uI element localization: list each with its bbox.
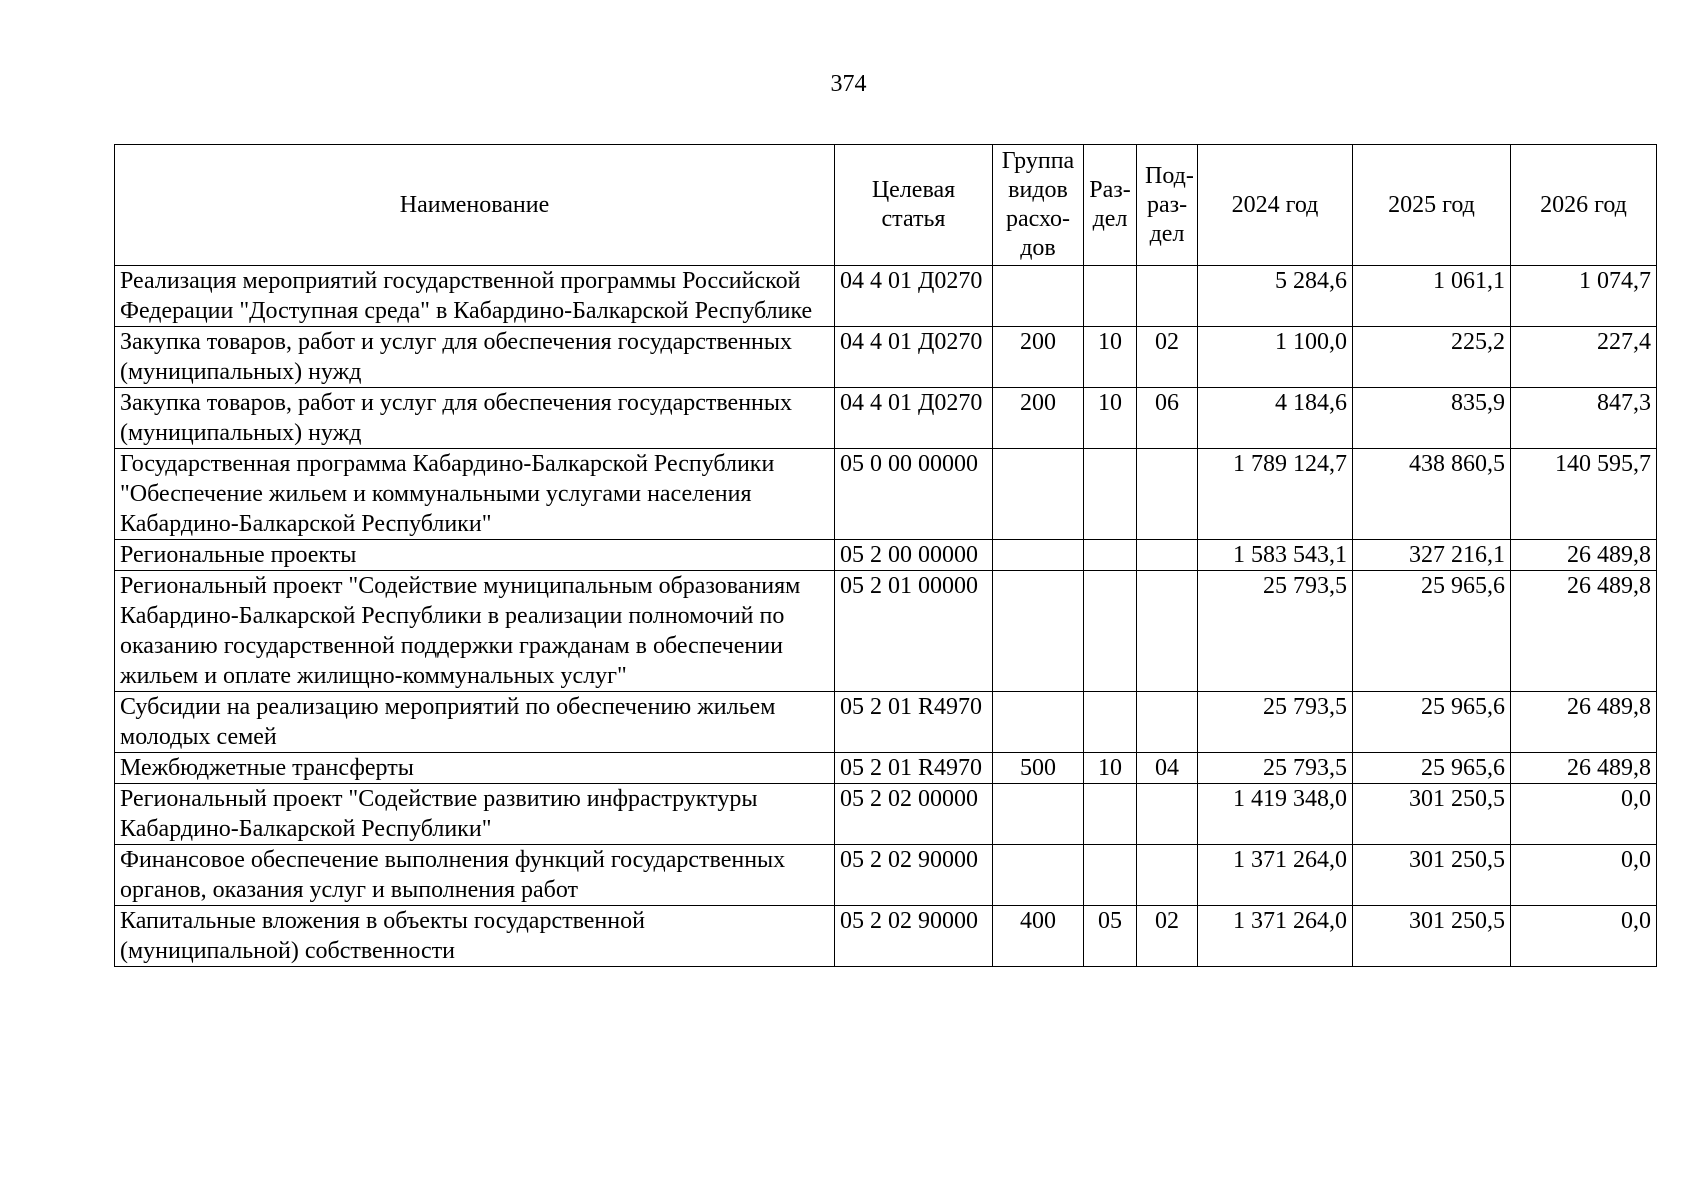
row-value-2024: 1 371 264,0 (1198, 906, 1353, 967)
budget-table (114, 144, 1657, 967)
row-name: Капитальные вложения в объекты государственной (муниципальной) собственности (115, 906, 835, 967)
row-subsection (1137, 784, 1198, 845)
row-subsection (1137, 845, 1198, 906)
table-row (115, 449, 1657, 540)
row-expense-group (993, 540, 1084, 571)
row-value-2024: 5 284,6 (1198, 266, 1353, 327)
page-number: 374 (830, 71, 867, 97)
row-value-2025: 835,9 (1353, 388, 1511, 449)
row-target-code: 05 2 02 90000 (835, 906, 993, 967)
row-target-code: 04 4 01 Д0270 (835, 327, 993, 388)
row-target-code: 05 0 00 00000 (835, 449, 993, 540)
row-value-2025: 438 860,5 (1353, 449, 1511, 540)
row-section (1084, 266, 1137, 327)
row-value-2026: 26 489,8 (1511, 753, 1657, 784)
row-expense-group (993, 571, 1084, 692)
row-expense-group (993, 784, 1084, 845)
row-name: Региональные проекты (115, 540, 835, 571)
row-name: Государственная программа Кабардино-Балкарской Республики "Обеспечение жильем и коммунальными услугами населения Кабардино-Балкарской Республики" (115, 449, 835, 540)
row-name: Реализация мероприятий государственной программы Российской Федерации "Доступная среда" в Кабардино-Балкарской Республике (115, 266, 835, 327)
row-section (1084, 845, 1137, 906)
row-section: 10 (1084, 388, 1137, 449)
header-year-2026: 2026 год (1511, 145, 1657, 266)
row-value-2026: 26 489,8 (1511, 540, 1657, 571)
table-row (115, 906, 1657, 967)
row-value-2024: 4 184,6 (1198, 388, 1353, 449)
row-target-code: 05 2 00 00000 (835, 540, 993, 571)
row-value-2024: 1 419 348,0 (1198, 784, 1353, 845)
row-section (1084, 449, 1137, 540)
row-name: Межбюджетные трансферты (115, 753, 835, 784)
row-value-2024: 25 793,5 (1198, 571, 1353, 692)
header-expense-group: Группа видов расхо-дов (993, 145, 1084, 266)
row-name: Закупка товаров, работ и услуг для обеспечения государственных (муниципальных) нужд (115, 327, 835, 388)
row-value-2026: 0,0 (1511, 906, 1657, 967)
row-target-code: 04 4 01 Д0270 (835, 266, 993, 327)
row-expense-group (993, 266, 1084, 327)
table-row (115, 540, 1657, 571)
row-section: 10 (1084, 753, 1137, 784)
header-year-2025: 2025 год (1353, 145, 1511, 266)
row-value-2024: 1 100,0 (1198, 327, 1353, 388)
row-subsection (1137, 540, 1198, 571)
row-name: Финансовое обеспечение выполнения функций государственных органов, оказания услуг и выполнения работ (115, 845, 835, 906)
row-subsection: 02 (1137, 906, 1198, 967)
row-name: Закупка товаров, работ и услуг для обеспечения государственных (муниципальных) нужд (115, 388, 835, 449)
row-name: Региональный проект "Содействие муниципальным образованиям Кабардино-Балкарской Республики в реализации полномочий по оказанию государственной поддержки гражданам в обеспечении жильем и оплате жилищно-коммунальных услуг" (115, 571, 835, 692)
row-value-2024: 1 583 543,1 (1198, 540, 1353, 571)
row-value-2024: 25 793,5 (1198, 692, 1353, 753)
table-row (115, 692, 1657, 753)
row-section (1084, 692, 1137, 753)
row-name: Региональный проект "Содействие развитию инфраструктуры Кабардино-Балкарской Республики" (115, 784, 835, 845)
row-section (1084, 571, 1137, 692)
row-value-2025: 25 965,6 (1353, 753, 1511, 784)
row-subsection: 06 (1137, 388, 1198, 449)
row-subsection (1137, 692, 1198, 753)
row-target-code: 05 2 01 00000 (835, 571, 993, 692)
row-expense-group: 400 (993, 906, 1084, 967)
row-target-code: 05 2 01 R4970 (835, 692, 993, 753)
row-target-code: 05 2 01 R4970 (835, 753, 993, 784)
row-value-2026: 847,3 (1511, 388, 1657, 449)
row-value-2024: 25 793,5 (1198, 753, 1353, 784)
row-subsection: 02 (1137, 327, 1198, 388)
row-value-2026: 26 489,8 (1511, 571, 1657, 692)
table-row (115, 388, 1657, 449)
row-expense-group: 200 (993, 388, 1084, 449)
row-section (1084, 540, 1137, 571)
header-target-article: Целевая статья (835, 145, 993, 266)
table-row (115, 753, 1657, 784)
row-value-2025: 1 061,1 (1353, 266, 1511, 327)
table-row (115, 845, 1657, 906)
row-value-2026: 1 074,7 (1511, 266, 1657, 327)
row-name: Субсидии на реализацию мероприятий по обеспечению жильем молодых семей (115, 692, 835, 753)
row-value-2025: 301 250,5 (1353, 784, 1511, 845)
header-subsection: Под-раз-дел (1137, 145, 1198, 266)
row-value-2026: 0,0 (1511, 784, 1657, 845)
row-subsection (1137, 449, 1198, 540)
row-section: 05 (1084, 906, 1137, 967)
table-row (115, 327, 1657, 388)
row-expense-group: 200 (993, 327, 1084, 388)
row-target-code: 05 2 02 00000 (835, 784, 993, 845)
table-row (115, 571, 1657, 692)
row-subsection (1137, 571, 1198, 692)
row-value-2025: 25 965,6 (1353, 571, 1511, 692)
header-section: Раз-дел (1084, 145, 1137, 266)
row-value-2026: 140 595,7 (1511, 449, 1657, 540)
header-name: Наименование (115, 145, 835, 266)
row-value-2026: 0,0 (1511, 845, 1657, 906)
row-value-2025: 327 216,1 (1353, 540, 1511, 571)
row-target-code: 05 2 02 90000 (835, 845, 993, 906)
row-expense-group (993, 692, 1084, 753)
row-value-2024: 1 789 124,7 (1198, 449, 1353, 540)
header-row (115, 145, 1657, 266)
row-expense-group (993, 845, 1084, 906)
table-row (115, 784, 1657, 845)
row-section (1084, 784, 1137, 845)
header-year-2024: 2024 год (1198, 145, 1353, 266)
row-value-2026: 26 489,8 (1511, 692, 1657, 753)
row-subsection (1137, 266, 1198, 327)
row-value-2025: 25 965,6 (1353, 692, 1511, 753)
row-value-2025: 225,2 (1353, 327, 1511, 388)
row-section: 10 (1084, 327, 1137, 388)
row-expense-group (993, 449, 1084, 540)
row-value-2025: 301 250,5 (1353, 845, 1511, 906)
row-value-2026: 227,4 (1511, 327, 1657, 388)
row-target-code: 04 4 01 Д0270 (835, 388, 993, 449)
table-row (115, 266, 1657, 327)
row-value-2024: 1 371 264,0 (1198, 845, 1353, 906)
row-value-2025: 301 250,5 (1353, 906, 1511, 967)
row-expense-group: 500 (993, 753, 1084, 784)
row-subsection: 04 (1137, 753, 1198, 784)
